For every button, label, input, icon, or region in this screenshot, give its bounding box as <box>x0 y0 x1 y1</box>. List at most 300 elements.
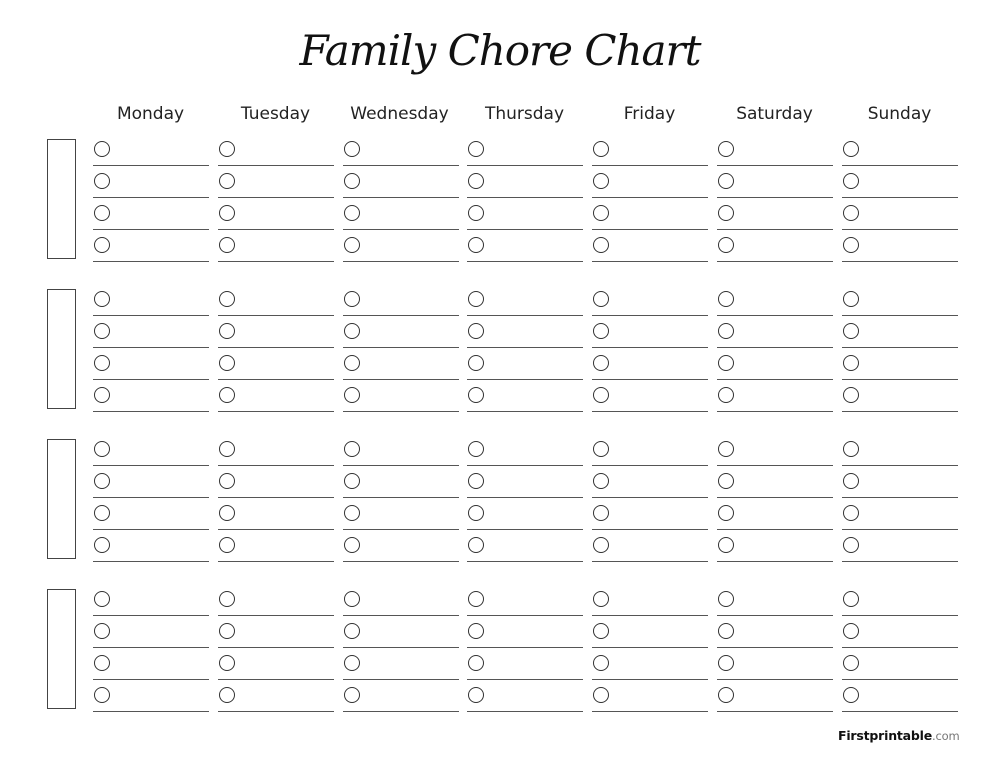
checkbox-circle-icon[interactable] <box>344 355 360 371</box>
chore-cell[interactable] <box>343 622 459 654</box>
chore-write-line <box>218 711 334 712</box>
page-title: Family Chore Chart <box>299 26 701 75</box>
chore-cell[interactable] <box>218 472 334 504</box>
chore-cell[interactable] <box>218 354 334 386</box>
checkbox-circle-icon[interactable] <box>344 205 360 221</box>
chore-cell[interactable] <box>717 622 833 654</box>
chore-cell[interactable] <box>842 622 958 654</box>
checkbox-circle-icon[interactable] <box>718 655 734 671</box>
chore-cell[interactable] <box>717 354 833 386</box>
checkbox-circle-icon[interactable] <box>718 291 734 307</box>
checkbox-circle-icon[interactable] <box>219 141 235 157</box>
checkbox-circle-icon[interactable] <box>593 655 609 671</box>
chore-write-line <box>218 315 334 316</box>
checkbox-circle-icon[interactable] <box>718 323 734 339</box>
checkbox-circle-icon[interactable] <box>468 141 484 157</box>
chore-cell[interactable] <box>93 290 209 322</box>
chore-cell[interactable] <box>842 472 958 504</box>
checkbox-circle-icon[interactable] <box>219 687 235 703</box>
chore-write-line <box>93 315 209 316</box>
chore-cell[interactable] <box>592 686 708 718</box>
checkbox-circle-icon[interactable] <box>593 441 609 457</box>
checkbox-circle-icon[interactable] <box>593 205 609 221</box>
chore-cell[interactable] <box>218 172 334 204</box>
member-name-box-2[interactable] <box>47 289 76 409</box>
checkbox-circle-icon[interactable] <box>94 687 110 703</box>
checkbox-circle-icon[interactable] <box>843 537 859 553</box>
chore-cell[interactable] <box>842 590 958 622</box>
chore-write-line <box>467 379 583 380</box>
day-monday: Monday <box>116 104 185 124</box>
day-sunday: Sunday <box>867 104 932 124</box>
checkbox-circle-icon[interactable] <box>468 355 484 371</box>
member-name-box-1[interactable] <box>47 139 76 259</box>
chore-write-line <box>218 165 334 166</box>
checkbox-circle-icon[interactable] <box>468 441 484 457</box>
checkbox-circle-icon[interactable] <box>593 237 609 253</box>
chore-cell[interactable] <box>343 140 459 172</box>
checkbox-circle-icon[interactable] <box>94 173 110 189</box>
checkbox-circle-icon[interactable] <box>344 505 360 521</box>
chore-cell[interactable] <box>467 236 583 268</box>
chore-cell[interactable] <box>343 504 459 536</box>
chore-cell[interactable] <box>467 322 583 354</box>
checkbox-circle-icon[interactable] <box>344 323 360 339</box>
checkbox-circle-icon[interactable] <box>468 623 484 639</box>
chore-cell[interactable] <box>218 590 334 622</box>
chore-write-line <box>93 261 209 262</box>
chore-write-line <box>592 347 708 348</box>
checkbox-circle-icon[interactable] <box>843 291 859 307</box>
checkbox-circle-icon[interactable] <box>843 173 859 189</box>
chore-write-line <box>842 347 958 348</box>
chore-write-line <box>842 615 958 616</box>
chore-write-line <box>93 197 209 198</box>
checkbox-circle-icon[interactable] <box>468 687 484 703</box>
chore-cell[interactable] <box>592 322 708 354</box>
checkbox-circle-icon[interactable] <box>718 505 734 521</box>
chore-write-line <box>592 497 708 498</box>
checkbox-circle-icon[interactable] <box>344 655 360 671</box>
checkbox-circle-icon[interactable] <box>219 591 235 607</box>
chore-cell[interactable] <box>842 440 958 472</box>
checkbox-circle-icon[interactable] <box>593 537 609 553</box>
chore-write-line <box>717 347 833 348</box>
chore-cell[interactable] <box>842 290 958 322</box>
checkbox-circle-icon[interactable] <box>344 173 360 189</box>
chore-cell[interactable] <box>467 536 583 568</box>
chore-cell[interactable] <box>343 204 459 236</box>
checkbox-circle-icon[interactable] <box>344 237 360 253</box>
chore-write-line <box>592 261 708 262</box>
checkbox-circle-icon[interactable] <box>219 205 235 221</box>
chore-cell[interactable] <box>842 386 958 418</box>
chore-cell[interactable] <box>343 536 459 568</box>
checkbox-circle-icon[interactable] <box>718 473 734 489</box>
checkbox-circle-icon[interactable] <box>94 387 110 403</box>
chore-cell[interactable] <box>717 504 833 536</box>
checkbox-circle-icon[interactable] <box>843 237 859 253</box>
chore-write-line <box>842 261 958 262</box>
checkbox-circle-icon[interactable] <box>94 237 110 253</box>
checkbox-circle-icon[interactable] <box>344 473 360 489</box>
checkbox-circle-icon[interactable] <box>219 441 235 457</box>
checkbox-circle-icon[interactable] <box>593 687 609 703</box>
chore-cell[interactable] <box>343 386 459 418</box>
chore-cell[interactable] <box>93 440 209 472</box>
chore-cell[interactable] <box>467 622 583 654</box>
chore-write-line <box>218 497 334 498</box>
chore-cell[interactable] <box>717 536 833 568</box>
chore-write-line <box>592 679 708 680</box>
chore-cell[interactable] <box>592 440 708 472</box>
chore-cell[interactable] <box>592 504 708 536</box>
chore-cell[interactable] <box>343 236 459 268</box>
checkbox-circle-icon[interactable] <box>219 473 235 489</box>
chore-cell[interactable] <box>93 504 209 536</box>
chore-write-line <box>717 229 833 230</box>
checkbox-circle-icon[interactable] <box>718 591 734 607</box>
brand-tld: .com <box>932 729 960 743</box>
chore-write-line <box>592 411 708 412</box>
chore-write-line <box>343 379 459 380</box>
chore-cell[interactable] <box>93 236 209 268</box>
chore-cell[interactable] <box>93 172 209 204</box>
checkbox-circle-icon[interactable] <box>468 505 484 521</box>
checkbox-circle-icon[interactable] <box>843 441 859 457</box>
chore-cell[interactable] <box>93 590 209 622</box>
chore-write-line <box>717 679 833 680</box>
chore-cell[interactable] <box>842 354 958 386</box>
checkbox-circle-icon[interactable] <box>718 355 734 371</box>
chore-cell[interactable] <box>717 322 833 354</box>
chore-write-line <box>717 561 833 562</box>
chore-write-line <box>218 411 334 412</box>
chore-write-line <box>467 261 583 262</box>
chore-write-line <box>717 197 833 198</box>
checkbox-circle-icon[interactable] <box>593 505 609 521</box>
checkbox-circle-icon[interactable] <box>843 687 859 703</box>
checkbox-circle-icon[interactable] <box>468 291 484 307</box>
checkbox-circle-icon[interactable] <box>718 205 734 221</box>
checkbox-circle-icon[interactable] <box>94 537 110 553</box>
chore-cell[interactable] <box>93 204 209 236</box>
checkbox-circle-icon[interactable] <box>718 387 734 403</box>
chore-write-line <box>842 229 958 230</box>
chore-cell[interactable] <box>842 172 958 204</box>
checkbox-circle-icon[interactable] <box>219 505 235 521</box>
chore-cell[interactable] <box>592 290 708 322</box>
checkbox-circle-icon[interactable] <box>593 355 609 371</box>
chore-cell[interactable] <box>592 236 708 268</box>
chore-write-line <box>218 647 334 648</box>
chore-cell[interactable] <box>218 440 334 472</box>
chore-write-line <box>343 229 459 230</box>
chore-cell[interactable] <box>467 654 583 686</box>
chore-cell[interactable] <box>592 654 708 686</box>
chore-cell[interactable] <box>93 536 209 568</box>
chore-cell[interactable] <box>717 654 833 686</box>
chore-write-line <box>343 465 459 466</box>
chore-cell[interactable] <box>218 686 334 718</box>
checkbox-circle-icon[interactable] <box>593 291 609 307</box>
checkbox-circle-icon[interactable] <box>219 655 235 671</box>
chore-cell[interactable] <box>218 654 334 686</box>
chore-write-line <box>218 679 334 680</box>
chore-write-line <box>717 165 833 166</box>
chore-cell[interactable] <box>467 290 583 322</box>
checkbox-circle-icon[interactable] <box>718 623 734 639</box>
checkbox-circle-icon[interactable] <box>468 655 484 671</box>
checkbox-circle-icon[interactable] <box>468 323 484 339</box>
chore-cell[interactable] <box>93 322 209 354</box>
chore-write-line <box>592 647 708 648</box>
chore-write-line <box>218 229 334 230</box>
chore-cell[interactable] <box>218 504 334 536</box>
chore-cell[interactable] <box>717 140 833 172</box>
chore-cell[interactable] <box>218 322 334 354</box>
checkbox-circle-icon[interactable] <box>468 537 484 553</box>
chore-write-line <box>717 465 833 466</box>
chore-write-line <box>592 165 708 166</box>
checkbox-circle-icon[interactable] <box>843 473 859 489</box>
chore-cell[interactable] <box>467 354 583 386</box>
checkbox-circle-icon[interactable] <box>219 323 235 339</box>
chore-cell[interactable] <box>343 654 459 686</box>
chore-cell[interactable] <box>218 536 334 568</box>
chore-cell[interactable] <box>467 590 583 622</box>
chore-cell[interactable] <box>717 440 833 472</box>
checkbox-circle-icon[interactable] <box>843 655 859 671</box>
checkbox-circle-icon[interactable] <box>344 441 360 457</box>
checkbox-circle-icon[interactable] <box>718 537 734 553</box>
chore-cell[interactable] <box>343 590 459 622</box>
chore-cell[interactable] <box>592 386 708 418</box>
chore-write-line <box>842 529 958 530</box>
checkbox-circle-icon[interactable] <box>718 237 734 253</box>
checkbox-circle-icon[interactable] <box>468 591 484 607</box>
checkbox-circle-icon[interactable] <box>843 505 859 521</box>
chore-write-line <box>218 529 334 530</box>
chore-cell[interactable] <box>592 536 708 568</box>
checkbox-circle-icon[interactable] <box>468 387 484 403</box>
chore-cell[interactable] <box>842 536 958 568</box>
checkbox-circle-icon[interactable] <box>219 623 235 639</box>
chore-cell[interactable] <box>592 590 708 622</box>
checkbox-circle-icon[interactable] <box>593 473 609 489</box>
chore-write-line <box>842 165 958 166</box>
checkbox-circle-icon[interactable] <box>843 323 859 339</box>
checkbox-circle-icon[interactable] <box>843 623 859 639</box>
member-name-box-4[interactable] <box>47 589 76 709</box>
chore-cell[interactable] <box>218 236 334 268</box>
chore-cell[interactable] <box>93 686 209 718</box>
chore-cell[interactable] <box>93 354 209 386</box>
chore-cell[interactable] <box>717 172 833 204</box>
chore-cell[interactable] <box>467 172 583 204</box>
chore-cell[interactable] <box>467 204 583 236</box>
chore-cell[interactable] <box>218 386 334 418</box>
chore-cell[interactable] <box>467 472 583 504</box>
checkbox-circle-icon[interactable] <box>94 323 110 339</box>
chore-write-line <box>467 165 583 166</box>
chore-write-line <box>467 315 583 316</box>
chore-cell[interactable] <box>218 140 334 172</box>
chore-write-line <box>592 229 708 230</box>
chore-cell[interactable] <box>717 290 833 322</box>
chore-write-line <box>717 411 833 412</box>
chore-write-line <box>218 465 334 466</box>
checkbox-circle-icon[interactable] <box>843 355 859 371</box>
chore-cell[interactable] <box>842 322 958 354</box>
chore-cell[interactable] <box>592 140 708 172</box>
checkbox-circle-icon[interactable] <box>94 473 110 489</box>
chore-cell[interactable] <box>343 172 459 204</box>
chore-write-line <box>467 615 583 616</box>
checkbox-circle-icon[interactable] <box>593 141 609 157</box>
checkbox-circle-icon[interactable] <box>593 173 609 189</box>
checkbox-circle-icon[interactable] <box>219 355 235 371</box>
chore-write-line <box>93 711 209 712</box>
chore-cell[interactable] <box>218 204 334 236</box>
chore-write-line <box>343 497 459 498</box>
chore-cell[interactable] <box>93 140 209 172</box>
chore-write-line <box>842 465 958 466</box>
chore-write-line <box>218 347 334 348</box>
checkbox-circle-icon[interactable] <box>219 387 235 403</box>
checkbox-circle-icon[interactable] <box>344 141 360 157</box>
chore-write-line <box>717 647 833 648</box>
chore-cell[interactable] <box>842 654 958 686</box>
checkbox-circle-icon[interactable] <box>94 205 110 221</box>
chore-write-line <box>93 229 209 230</box>
chore-write-line <box>467 561 583 562</box>
checkbox-circle-icon[interactable] <box>94 623 110 639</box>
chore-cell[interactable] <box>592 622 708 654</box>
chore-write-line <box>93 561 209 562</box>
chore-cell[interactable] <box>93 654 209 686</box>
chore-write-line <box>717 261 833 262</box>
checkbox-circle-icon[interactable] <box>344 687 360 703</box>
chore-cell[interactable] <box>717 204 833 236</box>
chore-cell[interactable] <box>592 204 708 236</box>
checkbox-circle-icon[interactable] <box>344 387 360 403</box>
chore-write-line <box>842 379 958 380</box>
chore-cell[interactable] <box>592 172 708 204</box>
chore-cell[interactable] <box>93 622 209 654</box>
checkbox-circle-icon[interactable] <box>219 237 235 253</box>
checkbox-circle-icon[interactable] <box>94 141 110 157</box>
day-thursday: Thursday <box>484 104 565 124</box>
checkbox-circle-icon[interactable] <box>843 387 859 403</box>
chore-cell[interactable] <box>717 236 833 268</box>
checkbox-circle-icon[interactable] <box>593 323 609 339</box>
chore-cell[interactable] <box>343 354 459 386</box>
chore-cell[interactable] <box>717 386 833 418</box>
chore-cell[interactable] <box>592 472 708 504</box>
member-name-box-3[interactable] <box>47 439 76 559</box>
checkbox-circle-icon[interactable] <box>468 173 484 189</box>
checkbox-circle-icon[interactable] <box>344 291 360 307</box>
chore-write-line <box>218 261 334 262</box>
checkbox-circle-icon[interactable] <box>468 237 484 253</box>
checkbox-circle-icon[interactable] <box>718 173 734 189</box>
checkbox-circle-icon[interactable] <box>94 655 110 671</box>
chore-cell[interactable] <box>842 204 958 236</box>
chore-write-line <box>343 647 459 648</box>
checkbox-circle-icon[interactable] <box>219 173 235 189</box>
chore-cell[interactable] <box>717 686 833 718</box>
chore-cell[interactable] <box>467 504 583 536</box>
checkbox-circle-icon[interactable] <box>843 141 859 157</box>
chore-cell[interactable] <box>218 622 334 654</box>
chore-cell[interactable] <box>218 290 334 322</box>
chore-cell[interactable] <box>842 140 958 172</box>
checkbox-circle-icon[interactable] <box>843 205 859 221</box>
checkbox-circle-icon[interactable] <box>593 591 609 607</box>
chore-cell[interactable] <box>343 472 459 504</box>
checkbox-circle-icon[interactable] <box>344 591 360 607</box>
chore-cell[interactable] <box>93 472 209 504</box>
chore-cell[interactable] <box>467 140 583 172</box>
checkbox-circle-icon[interactable] <box>843 591 859 607</box>
chore-cell[interactable] <box>343 322 459 354</box>
chore-write-line <box>842 315 958 316</box>
chore-cell[interactable] <box>842 686 958 718</box>
chore-cell[interactable] <box>842 236 958 268</box>
chore-cell[interactable] <box>592 354 708 386</box>
chore-cell[interactable] <box>343 440 459 472</box>
chore-cell[interactable] <box>467 440 583 472</box>
day-wednesday: Wednesday <box>350 104 449 124</box>
chore-write-line <box>842 197 958 198</box>
chore-write-line <box>467 529 583 530</box>
chore-cell[interactable] <box>343 290 459 322</box>
checkbox-circle-icon[interactable] <box>718 141 734 157</box>
checkbox-circle-icon[interactable] <box>94 291 110 307</box>
checkbox-circle-icon[interactable] <box>468 473 484 489</box>
brand-name: Firstprintable <box>838 728 933 743</box>
chore-cell[interactable] <box>93 386 209 418</box>
checkbox-circle-icon[interactable] <box>219 537 235 553</box>
chore-cell[interactable] <box>717 472 833 504</box>
checkbox-circle-icon[interactable] <box>344 537 360 553</box>
checkbox-circle-icon[interactable] <box>593 387 609 403</box>
chore-cell[interactable] <box>467 686 583 718</box>
chore-write-line <box>467 229 583 230</box>
checkbox-circle-icon[interactable] <box>94 505 110 521</box>
checkbox-circle-icon[interactable] <box>718 441 734 457</box>
checkbox-circle-icon[interactable] <box>344 623 360 639</box>
chore-write-line <box>592 561 708 562</box>
chore-cell[interactable] <box>343 686 459 718</box>
chore-cell[interactable] <box>717 590 833 622</box>
checkbox-circle-icon[interactable] <box>593 623 609 639</box>
checkbox-circle-icon[interactable] <box>94 355 110 371</box>
chore-write-line <box>717 379 833 380</box>
chore-write-line <box>717 711 833 712</box>
chore-write-line <box>343 679 459 680</box>
chore-cell[interactable] <box>842 504 958 536</box>
checkbox-circle-icon[interactable] <box>468 205 484 221</box>
chore-write-line <box>218 561 334 562</box>
checkbox-circle-icon[interactable] <box>718 687 734 703</box>
checkbox-circle-icon[interactable] <box>94 441 110 457</box>
checkbox-circle-icon[interactable] <box>94 591 110 607</box>
checkbox-circle-icon[interactable] <box>219 291 235 307</box>
chore-write-line <box>93 379 209 380</box>
chore-cell[interactable] <box>467 386 583 418</box>
